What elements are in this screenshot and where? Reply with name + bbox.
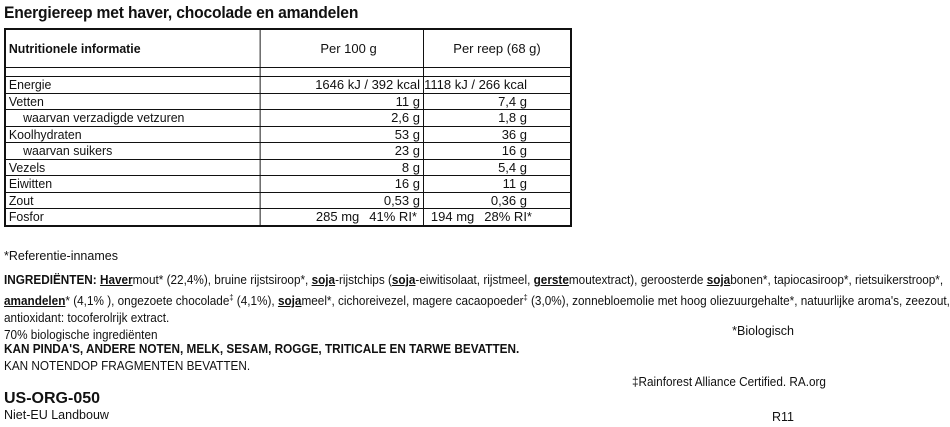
row-value-perbar: 11 g xyxy=(502,176,527,192)
rainforest-mark: ‡ xyxy=(523,293,528,302)
row-label: waarvan verzadigde vetzuren xyxy=(6,110,261,126)
allergen-gerste: gerste xyxy=(533,273,569,287)
certification-code: US-ORG-050 xyxy=(4,390,101,407)
row-value-perbar xyxy=(424,209,570,225)
nutrition-table xyxy=(4,28,572,227)
row-label: Vezels xyxy=(6,160,261,176)
table-row xyxy=(6,175,570,192)
product-title: Energiereep met haver, chocolade en amandelen xyxy=(4,3,359,22)
row-value-per100: 0,53 g xyxy=(274,193,424,209)
row-value-perbar: 1,8 g xyxy=(498,110,527,126)
table-row xyxy=(6,208,570,225)
nutshell-warning: KAN NOTENDOP FRAGMENTEN BEVATTEN. xyxy=(4,359,251,373)
phosphorus-ri-perbar: 28% RI* xyxy=(484,209,532,225)
table-row xyxy=(6,159,570,176)
row-value-perbar: 16 g xyxy=(501,143,527,159)
allergen-amandelen: amandelen xyxy=(4,294,66,309)
nutrition-header-label: Nutritionele informatie xyxy=(6,30,261,67)
ingredient-text: mout* (22,4%), bruine rijstsiroop*, xyxy=(132,273,312,287)
nutrition-header-per100: Per 100 g xyxy=(274,30,424,67)
table-row xyxy=(6,126,570,143)
rainforest-mark: ‡ xyxy=(229,293,234,302)
biologisch-note: *Biologisch xyxy=(732,324,794,338)
row-value-perbar: 7,4 g xyxy=(498,93,527,109)
nutrition-spacer-row xyxy=(6,67,570,76)
row-value-perbar: 36 g xyxy=(501,126,527,142)
ingredients-block xyxy=(4,272,950,344)
row-value-perbar: 5,4 g xyxy=(498,159,527,175)
table-row xyxy=(6,192,570,209)
revision-code: R11 xyxy=(771,410,794,424)
ingredient-text: (4,1%), xyxy=(233,294,278,309)
ingredients-line-1 xyxy=(4,272,944,289)
reference-intake-footnote: *Referentie-innames xyxy=(4,249,118,263)
nutrition-header-row xyxy=(6,30,570,67)
allergen-soja: soja xyxy=(706,273,731,287)
phosphorus-ri-per100: 41% RI* xyxy=(369,209,417,225)
row-value-per100: 2,6 g xyxy=(274,110,424,126)
row-value-per100: 1646 kJ / 392 kcal xyxy=(274,77,424,93)
ingredients-line-2 xyxy=(4,289,950,310)
allergen-soja: soja xyxy=(391,273,416,287)
table-row xyxy=(6,109,570,126)
row-label: waarvan suikers xyxy=(6,143,261,159)
agriculture-origin: Niet-EU Landbouw xyxy=(4,408,109,422)
row-value-perbar: 1118 kJ / 266 kcal xyxy=(424,77,527,93)
rainforest-note: ‡Rainforest Alliance Certified. RA.org xyxy=(632,375,826,389)
ingredient-text: (3,0%), zonnebloemolie met hoog oliezuurgehalte*, natuurlijke aroma's, zeezout, xyxy=(527,294,950,309)
row-value-per100 xyxy=(274,209,424,225)
allergen-soja: soja xyxy=(311,273,336,287)
allergen-warning: KAN PINDA'S, ANDERE NOTEN, MELK, SESAM, ROGGE, TRITICALE EN TARWE BEVATTEN. xyxy=(4,342,520,356)
ingredients-heading: INGREDIËNTEN: xyxy=(4,273,97,287)
ingredient-text: meel*, cichoreivezel, magere cacaopoeder xyxy=(301,294,524,309)
allergen-haver: Haver xyxy=(99,273,133,287)
row-value-per100: 8 g xyxy=(274,160,424,176)
organic-percentage: 70% biologische ingrediënten xyxy=(4,328,158,343)
row-value-per100: 53 g xyxy=(274,127,424,143)
row-label: Energie xyxy=(6,77,261,93)
row-value-per100: 23 g xyxy=(274,143,424,159)
table-row xyxy=(6,76,570,93)
table-row xyxy=(6,142,570,159)
table-row xyxy=(6,93,570,110)
row-label: Zout xyxy=(6,193,261,209)
row-label: Koolhydraten xyxy=(6,127,261,143)
ingredient-text: -rijstchips ( xyxy=(335,273,392,287)
nutrition-header-perbar: Per reep (68 g) xyxy=(453,41,541,56)
row-value-per100: 11 g xyxy=(274,94,424,110)
row-label: Vetten xyxy=(6,94,261,110)
allergen-soja: soja xyxy=(277,294,302,309)
ingredient-text: * (4,1% ), ongezoete chocolade xyxy=(65,294,230,309)
phosphorus-mg-perbar: 194 mg xyxy=(430,209,475,225)
phosphorus-mg-per100: 285 mg xyxy=(315,209,360,225)
ingredients-line-3: antioxidant: tocoferolrijk extract. xyxy=(4,311,170,326)
ingredient-text: bonen*, tapiocasiroop*, rietsuikerstroop*, xyxy=(730,273,944,287)
row-value-per100: 16 g xyxy=(274,176,424,192)
row-label: Eiwitten xyxy=(6,176,261,192)
row-value-perbar: 0,36 g xyxy=(490,192,527,208)
ingredient-text: moutextract), geroosterde xyxy=(568,273,707,287)
ingredient-text: -eiwitisolaat, rijstmeel, xyxy=(415,273,534,287)
row-label: Fosfor xyxy=(6,209,261,225)
